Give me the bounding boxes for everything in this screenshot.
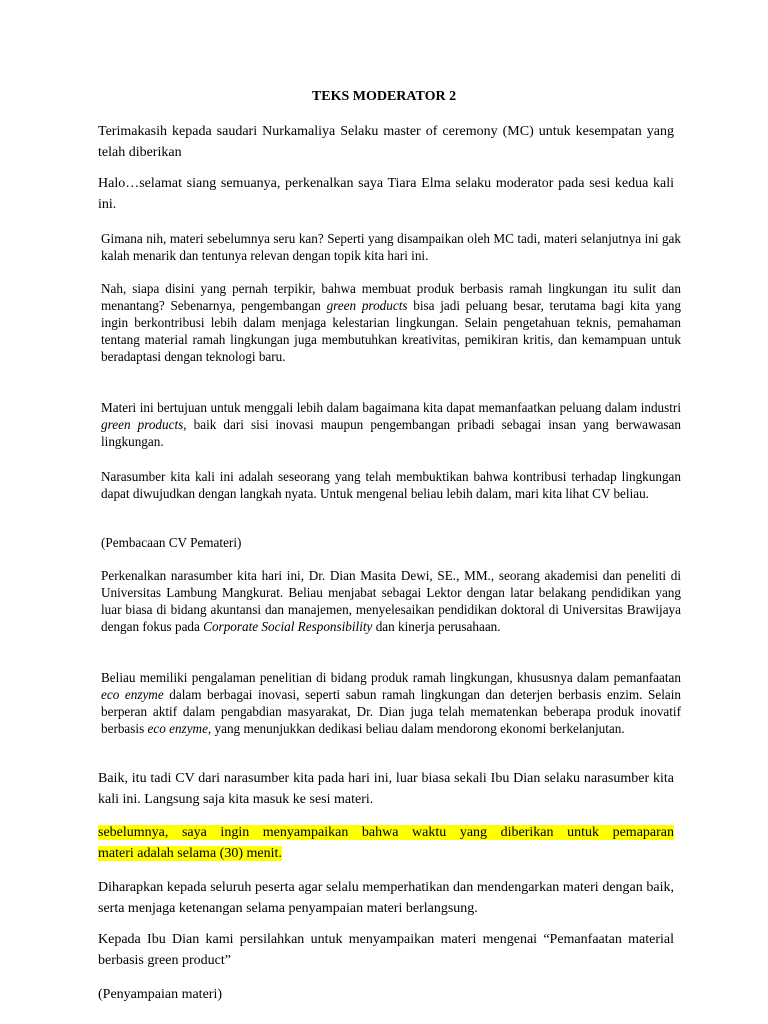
paragraph-material-goal bbox=[101, 399, 681, 450]
paragraph-speaker-profile bbox=[101, 567, 681, 635]
highlight-mark: sebelumnya, saya ingin menyampaikan bahwa waktu yang diberikan untuk pemaparan bbox=[98, 825, 674, 840]
paragraph-text: , yang menunjukkan dedikasi beliau dalam mendorong ekonomi berkelanjutan. bbox=[207, 721, 625, 736]
emphasis-text: Corporate Social Responsibility bbox=[203, 619, 373, 634]
paragraph-time-allocation bbox=[98, 822, 674, 864]
paragraph-text: dalam berbagai inovasi, seperti sabun ramah lingkungan dan deterjen berbasis enzim. Selain berperan aktif dalam pengabdian masyarakat, Dr. Dian juga telah mematenkan beberapa produk inovatif berbasis bbox=[101, 687, 681, 736]
paragraph-audience-request: Diharapkan kepada seluruh peserta agar selalu memperhatikan dan mendengarkan materi dengan baik, serta menjaga ketenangan selama penyampaian materi berlangsung. bbox=[98, 880, 674, 916]
paragraph-text: , baik dari sisi inovasi maupun pengembangan pribadi sebagai insan yang berwawasan lingkungan. bbox=[101, 417, 681, 449]
highlight-mark: materi adalah selama (30) menit. bbox=[98, 846, 282, 861]
paragraph-cv-closing: Baik, itu tadi CV dari narasumber kita pada hari ini, luar biasa sekali Ibu Dian selaku narasumber kita kali ini. Langsung saja kita masuk ke sesi materi. bbox=[98, 771, 674, 807]
paragraph-green-products-intro bbox=[101, 280, 681, 365]
paragraph-text: Nah, siapa disini yang pernah terpikir, bahwa membuat produk berbasis ramah lingkungan itu sulit dan menantang? Sebenarnya, pengembangan bbox=[101, 281, 681, 313]
paragraph-invite-speaker: Kepada Ibu Dian kami persilahkan untuk menyampaikan materi mengenai “Pemanfaatan material berbasis green product” bbox=[98, 932, 674, 968]
paragraph-greeting: Halo…selamat siang semuanya, perkenalkan saya Tiara Elma selaku moderator pada sesi kedua kali ini. bbox=[98, 176, 674, 212]
paragraph-presentation-note: (Penyampaian materi) bbox=[98, 987, 223, 1002]
emphasis-text: eco enzyme bbox=[101, 687, 164, 702]
paragraph-text: Beliau memiliki pengalaman penelitian di bidang produk ramah lingkungan, khususnya dalam pemanfaatan bbox=[101, 670, 681, 685]
emphasis-text: green products bbox=[101, 417, 184, 432]
highlighted-line bbox=[98, 843, 674, 864]
emphasis-text: green products bbox=[326, 298, 408, 313]
paragraph-speaker-experience bbox=[101, 669, 681, 737]
paragraph-thanks-mc: Terimakasih kepada saudari Nurkamaliya Selaku master of ceremony (MC) untuk kesempatan yang telah diberikan bbox=[98, 124, 674, 160]
paragraph-text: bisa jadi peluang besar, terutama bagi kita yang ingin berkontribusi lebih dalam menjaga kelestarian lingkungan. Selain pengetahuan teknis, pemahaman tentang material ramah lingkungan juga membutuhkan kreativitas, pemikiran kritis, dan kemampuan untuk beradaptasi dengan teknologi baru. bbox=[101, 298, 682, 364]
paragraph-text: Materi ini bertujuan untuk menggali lebih dalam bagaimana kita dapat memanfaatkan peluang dalam industri bbox=[101, 400, 681, 415]
highlighted-line bbox=[98, 822, 674, 843]
document-title: TEKS MODERATOR 2 bbox=[311, 89, 457, 104]
paragraph-previous-material: Gimana nih, materi sebelumnya seru kan? Seperti yang disampaikan oleh MC tadi, materi selanjutnya ini gak kalah menarik dan tentunya relevan dengan topik kita hari ini. bbox=[101, 231, 681, 263]
paragraph-speaker-intro: Narasumber kita kali ini adalah seseorang yang telah membuktikan bahwa kontribusi terhadap lingkungan dapat diwujudkan dengan langkah nyata. Untuk mengenal beliau lebih dalam, mari kita lihat CV beliau. bbox=[101, 469, 681, 501]
paragraph-cv-reading-note: (Pembacaan CV Pemateri) bbox=[101, 535, 242, 550]
emphasis-text: eco enzyme bbox=[147, 721, 208, 736]
paragraph-text: Perkenalkan narasumber kita hari ini, Dr. Dian Masita Dewi, SE., MM., seorang akademisi dan peneliti di Universitas Lambung Mangkurat. Beliau menjabat sebagai Lektor dengan latar belakang pendidikan yang luar biasa di bidang akuntansi dan manajemen, menyelesaikan pendidikan doktoral di Universitas Brawijaya dengan fokus pada bbox=[101, 568, 681, 634]
paragraph-text: dan kinerja perusahaan. bbox=[372, 619, 501, 634]
